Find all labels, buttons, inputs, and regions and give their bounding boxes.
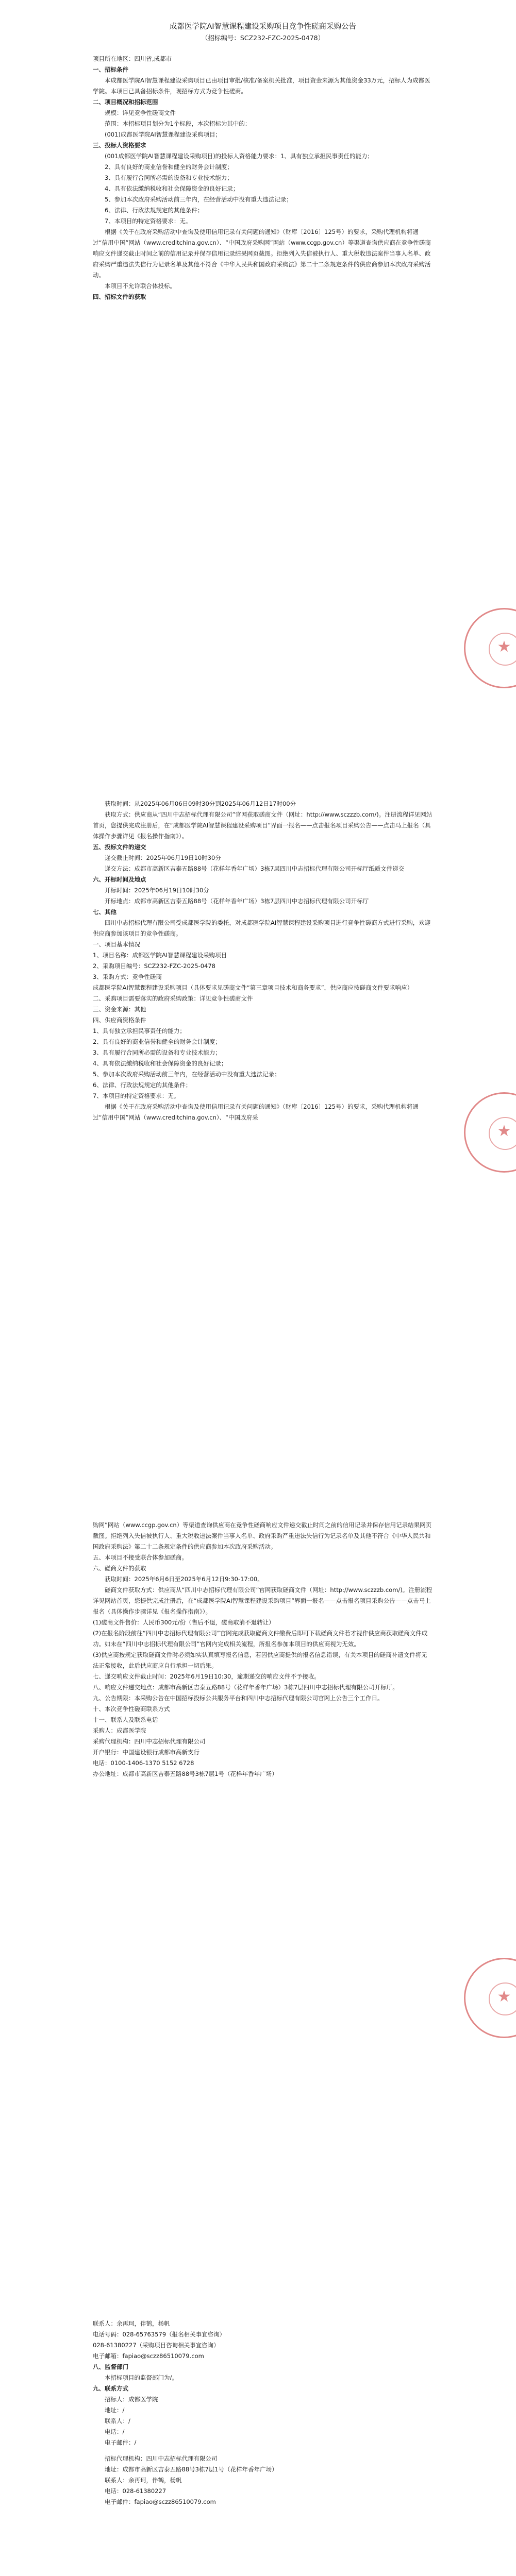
- paragraph: 2、具有良好的商业信誉和健全的财务会计制度；: [105, 163, 233, 171]
- paragraph: 联系人：余再珂，伴鹤，杨帆: [93, 2320, 170, 2327]
- page-2-body: [93, 799, 433, 1123]
- paragraph: 4、具有依法缴纳税收和社会保障资金的良好记录；: [93, 1060, 227, 1067]
- paragraph: 联系人：/: [105, 2417, 130, 2425]
- official-seal: ★: [464, 1958, 516, 2038]
- document-page-1: [0, 0, 516, 690]
- paragraph: 2、具有良好的商业信誉和健全的财务会计制度；: [93, 1038, 221, 1045]
- paragraph: 招标代理机构：四川中志招标代理有限公司: [105, 2455, 218, 2462]
- paragraph: 3、具有履行合同所必需的设备和专业技术能力；: [93, 1049, 221, 1056]
- paragraph: 四川中志招标代理有限公司受成都医学院的委托，对成都医学院AI智慧课程建设采购项目进行竞争性磋商方式进行采购，欢迎供应商参加该项目的竞争性磋商。: [93, 919, 431, 937]
- paragraph: 028-61380227（采购项目咨询相关事宜咨询）: [93, 2342, 220, 2349]
- paragraph: 7、本项目的特定资格要求：无。: [105, 217, 192, 225]
- paragraph: 根据《关于在政府采购活动中查询及使用信用记录有关问题的通知》（财库〔2016〕125号）的要求，采购代理机构将通过“信用中国”网站（www.creditchina.gov.cn）、“中国政府采购网”网站（www.ccgp.gov.cn）等渠道查询供应商在竞争性磋商响应文件递交截止时间之前的信用记录并保存信用记录结果网页截图。拒绝列入失信被执行人、重大税收违法案件当事人名单、政府采购严重违法失信行为记录名单及其他不符合《中华人民共和国政府采购法》第二十二条规定条件的供应商参加本次政府采购活动。: [93, 228, 431, 279]
- paragraph: 获取时间：2025年6月6日至2025年6月12日9:30-17:00。: [105, 1575, 263, 1583]
- paragraph: 开标地点：成都市高新区吉泰五路88号（花样年香年广场）3栋7层四川中志招标代理有限公司开标厅: [105, 897, 369, 905]
- paragraph: (2)在报名阶段前往“四川中志招标代理有限公司”官网完成获取磋商文件缴费后即可下载磋商文件若才视作供应商获取磋商文件成功。如未在“四川中志招标代理有限公司”官网内完成相关流程，所报名参加本项目的供应商视为无效。: [93, 1630, 428, 1648]
- paragraph: 本招标项目的监督部门为/。: [105, 2374, 178, 2381]
- official-seal: ★: [464, 608, 516, 688]
- section-heading: 二、项目概况和招标范围: [93, 98, 158, 106]
- section-heading: 一、招标条件: [93, 66, 128, 73]
- paragraph: 3、采购方式：竞争性磋商: [93, 973, 162, 980]
- paragraph: (001成都医学院AI智慧课程建设采购项目)的投标人资格能力要求：1、具有独立承担民事责任的能力；: [105, 152, 373, 160]
- paragraph: 电话号码：028-65763579（报名相关事宜咨询）: [93, 2331, 226, 2338]
- paragraph: 十、本次竞争性磋商联系方式: [93, 1705, 170, 1713]
- page-2-content: [93, 799, 433, 1123]
- paragraph: 地址：/: [105, 2406, 125, 2414]
- paragraph: 四、供应商资格条件: [93, 1016, 146, 1024]
- paragraph: 获取方式：供应商从“四川中志招标代理有限公司”官网获取磋商文件（网址：http://www.sczzzb.com/)。注册流程详见网站首页，您提供完成注册后，在“成都医学院AI智慧课程建设采购项目”界面一报名——点击报名项目采购公告——点击马上报名（具体操作步骤详见《报名操作指南》）。: [93, 811, 432, 840]
- paragraph: 开标时间：2025年06月19日10时30分: [105, 887, 209, 894]
- paragraph: 联系人：余再珂，伴鹤，杨帆: [105, 2477, 182, 2484]
- paragraph: 一、项目基本情况: [93, 941, 140, 948]
- section-heading: 三、投标人资格要求: [93, 142, 146, 149]
- paragraph: 递交截止时间：2025年06月19日10时30分: [105, 854, 221, 861]
- paragraph: 购网”网站（www.ccgp.gov.cn）等渠道查询供应商在竞争性磋商响应文件递交截止时间之前的信用记录并保存信用记录结果网页截图。拒绝列入失信被执行人、重大税收违法案件当事人名单、政府采购严重违法失信行为记录名单及其他不符合《中华人民共和国政府采购法》第二十二条规定条件的供应商参加本次政府采购活动。: [93, 1521, 432, 1550]
- document-page-2: [0, 762, 516, 1453]
- paragraph: 4、具有依法缴纳税收和社会保障资金的良好记录；: [105, 185, 239, 192]
- paragraph: 6、法律、行政法规规定的其他条件；: [93, 1081, 192, 1089]
- paragraph: 3、具有履行合同所必需的设备和专业技术能力；: [105, 174, 233, 181]
- paragraph: 6、法律、行政法规规定的其他条件；: [105, 207, 204, 214]
- document-page-4: [0, 2277, 516, 2576]
- page-4-content: [93, 2318, 433, 2507]
- section-heading: 八、监督部门: [93, 2363, 128, 2370]
- paragraph: 磋商文件获取方式：供应商从“四川中志招标代理有限公司”官网获取磋商文件（网址：http://www.sczzzb.com/)。注册流程详见网站首页，您提供完成注册后，在“成都医学院AI智慧课程建设采购项目”界面一报名——点击报名项目采购公告——点击马上报名（具体操作步骤详见《报名操作指南》）。: [93, 1586, 432, 1615]
- section-heading: 六、开标时间及地点: [93, 876, 146, 883]
- paragraph: 十一、联系人及联系电话: [93, 1716, 158, 1723]
- paragraph: 电子邮箱：fapiao@sczz86510079.com: [93, 2352, 204, 2360]
- paragraph: 七、递交响应文件截止时间：2025年6月19日10:30，逾期递交的响应文件不予接收。: [93, 1673, 320, 1680]
- document-page-3: [0, 1479, 516, 2205]
- paragraph: 7、本项目的特定资格要求：无。: [93, 1092, 180, 1099]
- paragraph: 本成都医学院AI智慧课程建设采购项目已由项目审批/核准/备案机关批准，项目资金来源为其他资金33万元，招标人为成都医学院。本项目已具备招标条件，现招标方式为竞争性磋商。: [93, 77, 430, 95]
- paragraph: 规模：详见竞争性磋商文件: [105, 109, 176, 116]
- paragraph: 1、具有独立承担民事责任的能力；: [93, 1027, 186, 1035]
- paragraph: 获取时间：从2025年06月06日09时30分到2025年06月12日17时00分: [105, 800, 296, 807]
- paragraph: 八、响应文件递交地点：成都市高新区吉泰五路88号（花样年香年广场）3栋7层四川中志招标代理有限公司开标厅。: [93, 1684, 398, 1691]
- paragraph: (001)成都医学院AI智慧课程建设采购项目；: [105, 131, 222, 138]
- page-3-content: [93, 1520, 433, 1780]
- paragraph: 采购代理机构：四川中志招标代理有限公司: [93, 1738, 206, 1745]
- page-subtitle: （招标编号：SCZ232-FZC-2025-0478）: [201, 34, 325, 42]
- paragraph: 九、公告期限：本采购公告在中国招标投标公共服务平台和四川中志招标代理有限公司官网上公告三个工作日。: [93, 1694, 384, 1702]
- paragraph: 电话：028-61380227: [105, 2487, 167, 2495]
- paragraph: 六、磋商文件的获取: [93, 1565, 146, 1572]
- page-4-body: [93, 2318, 433, 2507]
- paragraph: 5、参加本次政府采购活动前三年内，在经营活动中没有重大违法记录；: [93, 1071, 280, 1078]
- paragraph: 范围：本招标项目划分为1个标段，本次招标为其中的：: [105, 120, 251, 127]
- page-title: 成都医学院AI智慧课程建设采购项目竞争性磋商采购公告: [169, 23, 357, 31]
- page-1-content: [93, 22, 433, 302]
- paragraph: 电子邮件：/: [105, 2439, 137, 2446]
- paragraph: 电话：/: [105, 2428, 125, 2435]
- paragraph: 2、采购项目编号：SCZ232-FZC-2025-0478: [93, 962, 215, 970]
- section-heading: 四、招标文件的获取: [93, 293, 146, 300]
- paragraph: 1、项目名称：成都医学院AI智慧课程建设采购项目: [93, 952, 227, 959]
- paragraph: 本项目不允许联合体投标。: [105, 282, 176, 290]
- paragraph: 采购人：成都医学院: [93, 1727, 146, 1734]
- page-1-body: [93, 54, 433, 302]
- paragraph: 电话：0100-1406-1370 5152 6728: [93, 1759, 194, 1767]
- page-3-body: [93, 1520, 433, 1780]
- section-heading: 九、联系方式: [93, 2385, 128, 2392]
- official-seal: ★: [464, 1092, 516, 1173]
- section-heading: 五、投标文件的递交: [93, 843, 146, 851]
- paragraph: (3)供应商按规定获取磋商文件时必须如实认真填写报名信息，若因供应商提供的报名信息错误，有关本项目的磋商补遗文件将无法正常接收，此后供应商应自行承担一切后果。: [93, 1651, 427, 1669]
- paragraph: 成都医学院AI智慧课程建设采购项目（具体要求见磋商文件“第三章项目技术和商务要求”，供应商应按磋商文件要求响应）: [93, 984, 413, 991]
- section-heading: 七、其他: [93, 908, 116, 916]
- paragraph: 递交方法：成都市高新区吉泰五路88号（花样年香年广场）3栋7层四川中志招标代理有限公司开标厅纸质文件递交: [105, 865, 405, 872]
- spacer: [93, 2448, 433, 2453]
- paragraph: 根据《关于在政府采购活动中查询及使用信用记录有关问题的通知》（财库〔2016〕125号）的要求，采购代理机构将通过“信用中国”网站（www.creditchina.gov.cn）、“中国政府采: [93, 1103, 419, 1121]
- paragraph: 办公地址：成都市高新区吉泰五路88号3栋7层1号（花样年香年广场）: [93, 1770, 278, 1777]
- paragraph: 三、资金来源：其他: [93, 1006, 146, 1013]
- paragraph: 开户银行：中国建设银行成都市高新支行: [93, 1749, 199, 1756]
- paragraph: (1)磋商文件售价：人民币300元/份（售后不退，磋商取消不退转让）: [93, 1619, 275, 1626]
- paragraph: 五、本项目不接受联合体参加磋商。: [93, 1554, 188, 1561]
- paragraph: 招标人：成都医学院: [105, 2396, 158, 2403]
- paragraph: 地址：成都市高新区吉泰五路88号3栋7层1号（花样年香年广场）: [105, 2466, 278, 2473]
- paragraph: 二、采购项目需要落实的政府采购政策：详见竞争性磋商文件: [93, 995, 253, 1002]
- paragraph: 5、参加本次政府采购活动前三年内，在经营活动中没有重大违法记录；: [105, 196, 292, 203]
- paragraph: 电子邮件：fapiao@sczz86510079.com: [105, 2498, 216, 2505]
- paragraph: 项目所在地区：四川省,成都市: [93, 55, 172, 62]
